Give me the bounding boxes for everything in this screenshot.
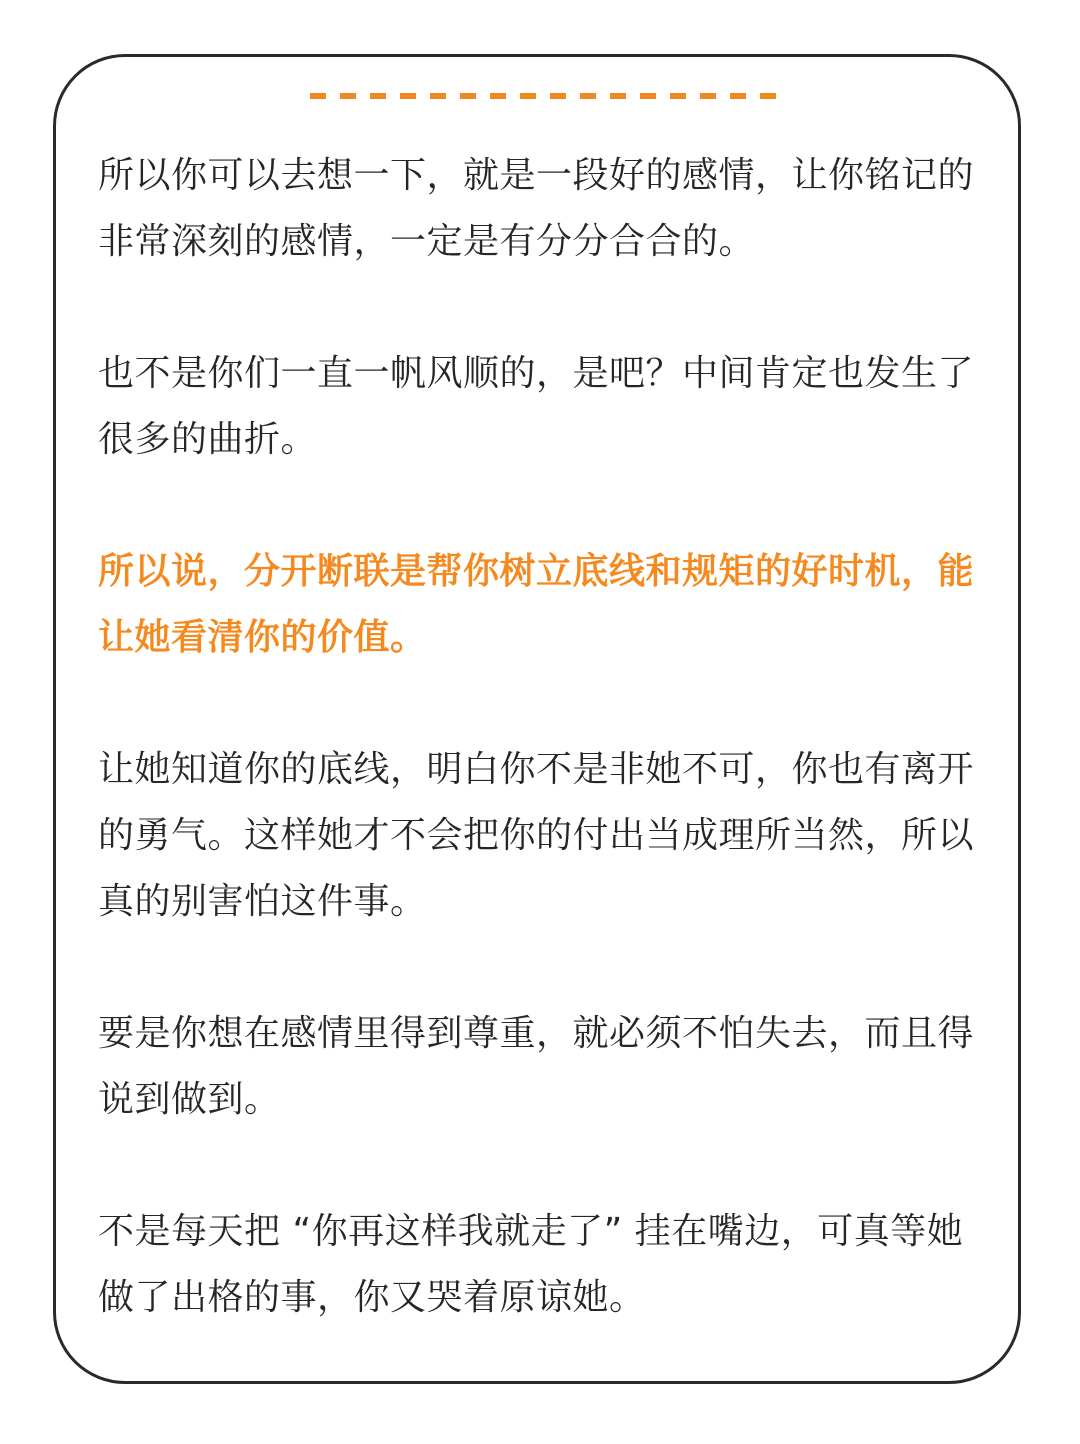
paragraph-2: 也不是你们一直一帆风顺的，是吧？中间肯定也发生了很多的曲折。 [98,353,975,460]
paragraph-6: 不是每天把 “你再这样我就走了” 挂在嘴边，可真等她做了出格的事，你又哭着原谅她。 [98,1211,964,1318]
paragraph-1: 所以你可以去想一下，就是一段好的感情，让你铭记的非常深刻的感情，一定是有分分合合的。 [98,155,975,262]
paragraph-4: 让她知道你的底线，明白你不是非她不可，你也有离开的勇气。这样她才不会把你的付出当成理所当然，所以真的别害怕这件事。 [98,749,975,922]
paragraph-5: 要是你想在感情里得到尊重，就必须不怕失去，而且得说到做到。 [98,1013,975,1120]
article-body [98,143,993,1331]
highlighted-paragraph: 所以说，分开断联是帮你树立底线和规矩的好时机，能让她看清你的价值。 [98,551,975,658]
content-card [53,54,1021,1384]
dashed-divider [310,93,780,99]
